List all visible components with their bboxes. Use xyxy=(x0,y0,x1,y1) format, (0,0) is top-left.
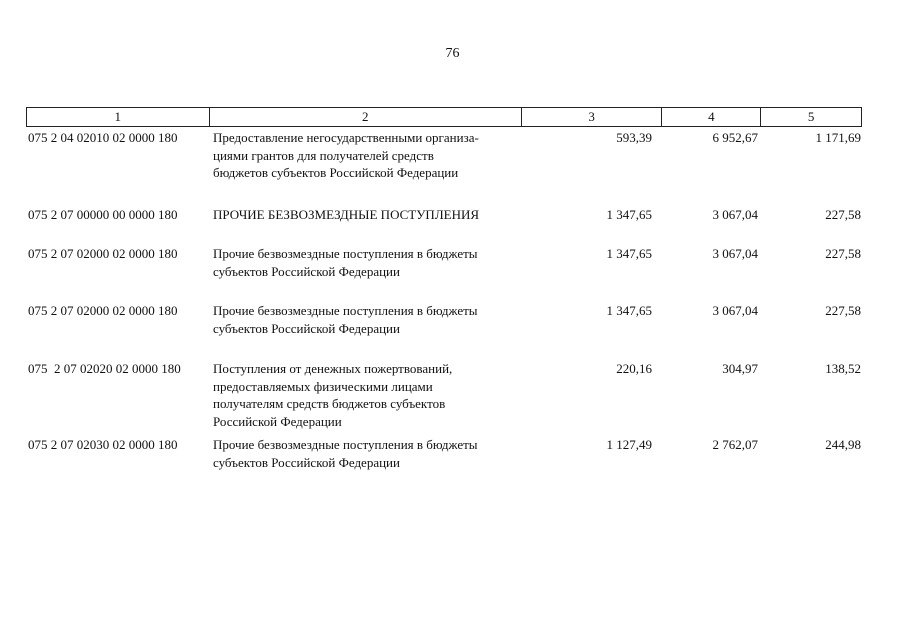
row-description-line: предоставляемых физическими лицами xyxy=(213,378,433,394)
row-value-3: 1 347,65 xyxy=(606,246,652,261)
row-code: 075 2 04 02010 02 0000 180 xyxy=(28,130,178,145)
row-description-line: Поступления от денежных пожертвований, xyxy=(213,361,453,376)
row-value-4: 2 762,07 xyxy=(712,437,758,452)
header-col-4: 4 xyxy=(662,108,761,126)
row-description xyxy=(213,245,525,280)
row-description-line: получателям средств бюджетов субъектов xyxy=(213,396,446,411)
row-value-3: 1 347,65 xyxy=(606,303,652,318)
row-value-3: 1 347,65 xyxy=(606,207,652,222)
header-col-3: 3 xyxy=(522,108,663,126)
row-description-line: Предоставление негосударственными организа- xyxy=(213,130,479,145)
row-code: 075 2 07 02000 02 0000 180 xyxy=(28,246,178,261)
row-value-4: 6 952,67 xyxy=(712,130,758,145)
row-value-3: 1 127,49 xyxy=(606,437,652,452)
row-code: 075 2 07 02000 02 0000 180 xyxy=(28,303,178,318)
row-description xyxy=(213,436,525,471)
row-description-line: Российской Федерации xyxy=(213,413,342,429)
row-description-line: циями грантов для получателей средств xyxy=(213,147,434,163)
row-description-line: бюджетов субъектов Российской Федерации xyxy=(213,165,459,180)
row-value-3: 220,16 xyxy=(616,361,652,376)
row-value-3: 593,39 xyxy=(616,130,652,145)
row-description-line: ПРОЧИЕ БЕЗВОЗМЕЗДНЫЕ ПОСТУПЛЕНИЯ xyxy=(213,207,480,222)
row-code: 075 2 07 02030 02 0000 180 xyxy=(28,437,178,452)
row-value-4: 3 067,04 xyxy=(712,246,758,261)
row-description xyxy=(213,302,525,337)
row-value-5: 244,98 xyxy=(825,437,861,452)
row-value-5: 227,58 xyxy=(825,246,861,261)
row-value-5: 227,58 xyxy=(825,303,861,318)
table-header xyxy=(26,107,862,127)
row-description xyxy=(213,206,525,224)
header-col-2: 2 xyxy=(210,108,522,126)
row-value-5: 227,58 xyxy=(825,207,861,222)
row-description-line: субъектов Российской Федерации xyxy=(213,320,400,336)
row-code: 075 2 07 02020 02 0000 180 xyxy=(28,361,181,376)
row-value-4: 3 067,04 xyxy=(712,303,758,318)
row-description-line: субъектов Российской Федерации xyxy=(213,454,400,470)
row-description-line: Прочие безвозмездные поступления в бюджеты xyxy=(213,437,478,452)
header-col-5: 5 xyxy=(807,109,815,124)
row-code: 075 2 07 00000 00 0000 180 xyxy=(28,207,178,222)
row-description xyxy=(213,129,525,182)
row-description xyxy=(213,360,525,430)
row-description-line: Прочие безвозмездные поступления в бюджеты xyxy=(213,246,478,261)
row-value-4: 3 067,04 xyxy=(712,207,758,222)
row-value-5: 1 171,69 xyxy=(815,130,861,145)
row-description-line: Прочие безвозмездные поступления в бюджеты xyxy=(213,303,478,318)
page-number: 76 xyxy=(445,46,460,61)
row-description-line: субъектов Российской Федерации xyxy=(213,263,400,279)
row-value-5: 138,52 xyxy=(825,361,861,376)
header-col-1: 1 xyxy=(27,108,210,126)
row-value-4: 304,97 xyxy=(722,361,758,376)
